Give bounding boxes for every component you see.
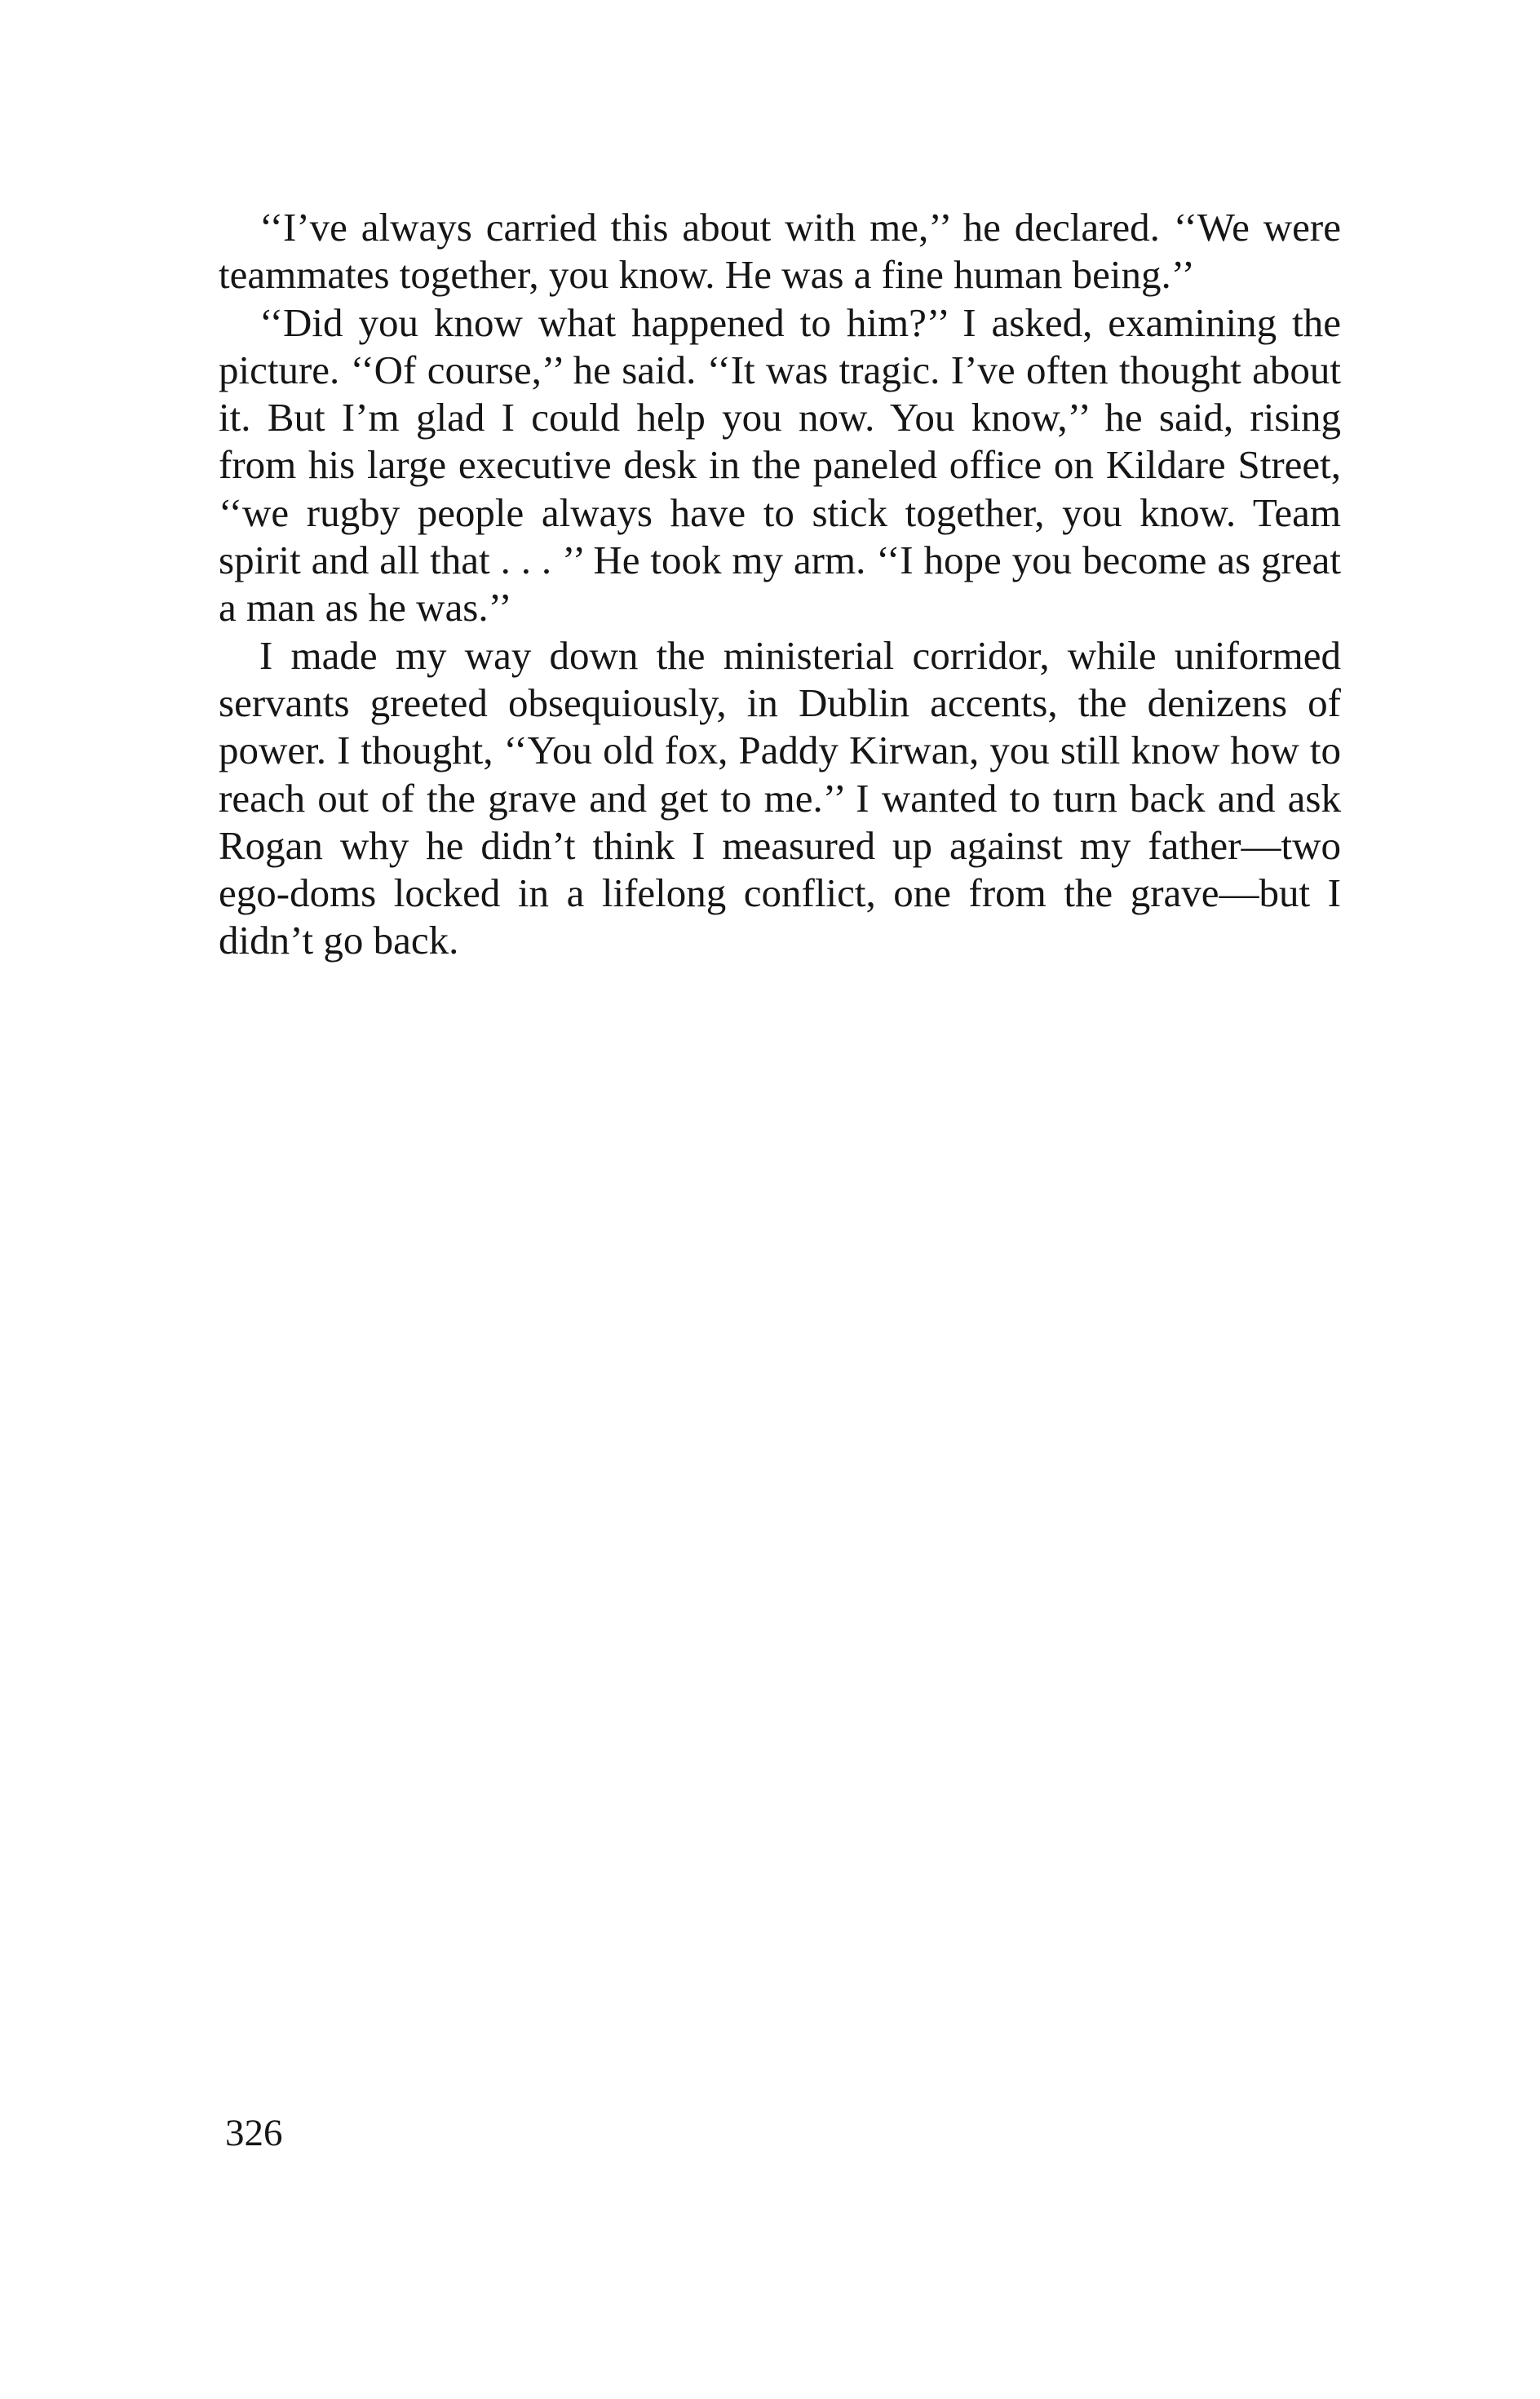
paragraph-3: I made my way down the ministerial corridor, while uniformed servants greeted obsequiously, in Dublin accents, the denizens of power. I thought, ‘‘You old fox, Paddy Kirwan, you still know how to reach out of the grave and get to me.’’ I wanted to turn back and ask Rogan why he didn’t think I measured up against my father—two ego-doms locked in a lifelong conflict, one from the grave—but I didn’t go back. xyxy=(219,632,1341,963)
body-text xyxy=(219,204,1341,965)
paragraph-1: ‘‘I’ve always carried this about with me,’’ he declared. ‘‘We were teammates together, you know. He was a fine human being.’’ xyxy=(219,205,1341,298)
page-number: 326 xyxy=(225,2112,283,2154)
paragraph-2: ‘‘Did you know what happened to him?’’ I asked, examining the picture. ‘‘Of course,’’ he said. ‘‘It was tragic. I’ve often thought about it. But I’m glad I could help you now. You know,’’ he said, rising from his large executive desk in the paneled office on Kildare Street, ‘‘we rugby people always have to stick together, you know. Team spirit and all that . . . ’’ He took my arm. ‘‘I hope you become as great a man as he was.’’ xyxy=(219,299,1341,631)
